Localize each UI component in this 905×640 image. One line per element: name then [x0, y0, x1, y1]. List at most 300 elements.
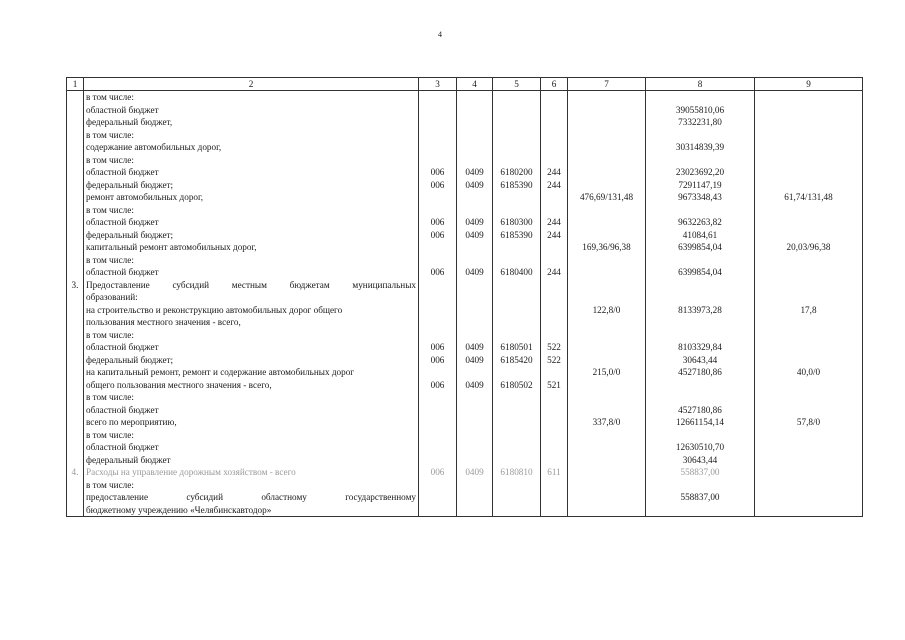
cell-target-article: 6180300 [493, 216, 541, 229]
cell-expense-type: 244 [541, 229, 568, 242]
cell-result [755, 441, 863, 454]
table-row [67, 91, 863, 104]
cell-section-code [457, 366, 493, 379]
table-row [67, 141, 863, 154]
cell-capacity [568, 179, 646, 192]
cell-expense-type: 244 [541, 266, 568, 279]
cell-row-number [67, 416, 84, 429]
cell-description: областной бюджет [84, 166, 419, 179]
cell-result [755, 229, 863, 242]
cell-target-article [493, 279, 541, 292]
cell-amount: 41084,61 [646, 229, 755, 242]
cell-description: областной бюджет [84, 404, 419, 417]
cell-section-code [457, 254, 493, 267]
cell-amount [646, 129, 755, 142]
cell-description: областной бюджет [84, 266, 419, 279]
cell-capacity: 169,36/96,38 [568, 241, 646, 254]
table-row [67, 429, 863, 442]
cell-expense-type: 522 [541, 341, 568, 354]
cell-row-number [67, 129, 84, 142]
cell-expense-type [541, 91, 568, 104]
cell-target-article [493, 404, 541, 417]
cell-section-code [457, 441, 493, 454]
cell-row-number [67, 216, 84, 229]
cell-amount: 6399854,04 [646, 266, 755, 279]
table-row [67, 179, 863, 192]
cell-capacity [568, 91, 646, 104]
table-row [67, 466, 863, 479]
header-col-5: 5 [493, 78, 541, 91]
cell-capacity [568, 441, 646, 454]
cell-ministry-code: 006 [419, 179, 457, 192]
cell-amount [646, 429, 755, 442]
cell-target-article: 6185420 [493, 354, 541, 367]
cell-target-article [493, 329, 541, 342]
cell-result [755, 91, 863, 104]
cell-description: областной бюджет [84, 441, 419, 454]
cell-description: Расходы на управление дорожным хозяйством - всего [84, 466, 419, 479]
cell-expense-type [541, 416, 568, 429]
cell-target-article [493, 204, 541, 217]
table-row [67, 104, 863, 117]
cell-amount: 12661154,14 [646, 416, 755, 429]
cell-capacity [568, 279, 646, 292]
cell-ministry-code [419, 91, 457, 104]
cell-target-article [493, 429, 541, 442]
cell-expense-type [541, 254, 568, 267]
cell-capacity: 337,8/0 [568, 416, 646, 429]
cell-row-number [67, 166, 84, 179]
cell-target-article [493, 504, 541, 517]
cell-result: 57,8/0 [755, 416, 863, 429]
cell-ministry-code [419, 116, 457, 129]
table-row [67, 341, 863, 354]
table-row [67, 366, 863, 379]
cell-expense-type [541, 504, 568, 517]
cell-ministry-code [419, 254, 457, 267]
cell-target-article: 6180501 [493, 341, 541, 354]
cell-amount: 30643,44 [646, 454, 755, 467]
cell-description: в том числе: [84, 429, 419, 442]
cell-expense-type: 611 [541, 466, 568, 479]
cell-description: всего по мероприятию, [84, 416, 419, 429]
cell-target-article [493, 116, 541, 129]
cell-row-number [67, 241, 84, 254]
cell-target-article [493, 416, 541, 429]
cell-capacity [568, 341, 646, 354]
cell-expense-type [541, 129, 568, 142]
cell-row-number [67, 504, 84, 517]
cell-result: 17,8 [755, 304, 863, 317]
cell-target-article [493, 491, 541, 504]
page-number: 4 [438, 30, 442, 39]
table-row [67, 416, 863, 429]
cell-result [755, 266, 863, 279]
cell-capacity [568, 254, 646, 267]
table-row [67, 291, 863, 304]
cell-ministry-code [419, 141, 457, 154]
cell-description: федеральный бюджет [84, 454, 419, 467]
cell-target-article [493, 91, 541, 104]
cell-expense-type [541, 154, 568, 167]
cell-target-article: 6185390 [493, 179, 541, 192]
cell-amount: 4527180,86 [646, 366, 755, 379]
cell-ministry-code [419, 279, 457, 292]
cell-target-article [493, 479, 541, 492]
cell-description: областной бюджет [84, 341, 419, 354]
cell-amount [646, 254, 755, 267]
cell-ministry-code [419, 241, 457, 254]
cell-target-article [493, 129, 541, 142]
table-row [67, 404, 863, 417]
cell-ministry-code [419, 479, 457, 492]
budget-table [66, 77, 863, 517]
cell-ministry-code [419, 416, 457, 429]
cell-capacity [568, 429, 646, 442]
cell-result [755, 454, 863, 467]
cell-amount: 39055810,06 [646, 104, 755, 117]
cell-ministry-code [419, 454, 457, 467]
cell-description: Предоставление субсидий местным бюджетам муниципальных [84, 279, 419, 292]
cell-section-code: 0409 [457, 379, 493, 392]
cell-result [755, 116, 863, 129]
cell-amount [646, 316, 755, 329]
cell-expense-type [541, 391, 568, 404]
cell-expense-type: 244 [541, 179, 568, 192]
cell-row-number [67, 179, 84, 192]
budget-table-container [66, 77, 862, 517]
cell-target-article [493, 241, 541, 254]
cell-row-number [67, 366, 84, 379]
cell-capacity: 215,0/0 [568, 366, 646, 379]
cell-capacity [568, 116, 646, 129]
cell-row-number [67, 116, 84, 129]
cell-target-article [493, 454, 541, 467]
cell-section-code [457, 316, 493, 329]
header-col-7: 7 [568, 78, 646, 91]
cell-amount [646, 204, 755, 217]
cell-result [755, 404, 863, 417]
cell-section-code [457, 404, 493, 417]
cell-description: ремонт автомобильных дорог, [84, 191, 419, 204]
cell-capacity [568, 104, 646, 117]
cell-description: предоставление субсидий областному государственному [84, 491, 419, 504]
cell-row-number [67, 204, 84, 217]
table-row [67, 391, 863, 404]
cell-result [755, 341, 863, 354]
cell-target-article [493, 254, 541, 267]
cell-target-article: 6180502 [493, 379, 541, 392]
cell-amount: 8103329,84 [646, 341, 755, 354]
cell-ministry-code: 006 [419, 266, 457, 279]
cell-description: в том числе: [84, 129, 419, 142]
cell-target-article [493, 104, 541, 117]
cell-ministry-code [419, 304, 457, 317]
cell-description: федеральный бюджет; [84, 354, 419, 367]
cell-expense-type [541, 191, 568, 204]
cell-result [755, 329, 863, 342]
cell-amount [646, 504, 755, 517]
cell-section-code [457, 116, 493, 129]
cell-section-code [457, 329, 493, 342]
cell-result [755, 379, 863, 392]
cell-ministry-code [419, 129, 457, 142]
cell-amount [646, 279, 755, 292]
cell-description: областной бюджет [84, 104, 419, 117]
header-col-1: 1 [67, 78, 84, 91]
table-row [67, 229, 863, 242]
cell-description: в том числе: [84, 154, 419, 167]
cell-result [755, 391, 863, 404]
cell-expense-type [541, 204, 568, 217]
cell-result [755, 166, 863, 179]
table-row [67, 329, 863, 342]
cell-amount [646, 379, 755, 392]
cell-section-code [457, 104, 493, 117]
cell-row-number [67, 141, 84, 154]
cell-section-code: 0409 [457, 166, 493, 179]
table-row [67, 129, 863, 142]
cell-amount [646, 329, 755, 342]
cell-capacity [568, 129, 646, 142]
cell-target-article [493, 141, 541, 154]
cell-section-code [457, 241, 493, 254]
cell-expense-type [541, 141, 568, 154]
cell-description: областной бюджет [84, 216, 419, 229]
cell-row-number [67, 354, 84, 367]
header-col-4: 4 [457, 78, 493, 91]
cell-capacity [568, 329, 646, 342]
cell-result [755, 104, 863, 117]
cell-ministry-code [419, 191, 457, 204]
cell-expense-type [541, 329, 568, 342]
cell-target-article: 6180200 [493, 166, 541, 179]
cell-ministry-code [419, 104, 457, 117]
cell-ministry-code [419, 504, 457, 517]
table-row [67, 191, 863, 204]
cell-expense-type [541, 479, 568, 492]
cell-ministry-code [419, 491, 457, 504]
cell-target-article [493, 316, 541, 329]
cell-row-number: 3. [67, 279, 84, 292]
cell-ministry-code: 006 [419, 379, 457, 392]
cell-section-code [457, 91, 493, 104]
cell-ministry-code [419, 441, 457, 454]
cell-section-code [457, 204, 493, 217]
cell-section-code [457, 304, 493, 317]
cell-row-number [67, 491, 84, 504]
cell-row-number: 4. [67, 466, 84, 479]
cell-row-number [67, 441, 84, 454]
cell-capacity [568, 266, 646, 279]
cell-result: 40,0/0 [755, 366, 863, 379]
cell-ministry-code [419, 429, 457, 442]
table-row [67, 454, 863, 467]
cell-section-code [457, 129, 493, 142]
cell-result [755, 466, 863, 479]
cell-result [755, 204, 863, 217]
cell-expense-type [541, 316, 568, 329]
cell-capacity [568, 216, 646, 229]
cell-ministry-code [419, 404, 457, 417]
cell-description: в том числе: [84, 91, 419, 104]
table-row [67, 116, 863, 129]
cell-capacity [568, 291, 646, 304]
cell-section-code [457, 504, 493, 517]
cell-result [755, 429, 863, 442]
header-col-8: 8 [646, 78, 755, 91]
cell-ministry-code: 006 [419, 354, 457, 367]
header-col-6: 6 [541, 78, 568, 91]
cell-row-number [67, 454, 84, 467]
cell-row-number [67, 341, 84, 354]
cell-capacity: 476,69/131,48 [568, 191, 646, 204]
cell-section-code [457, 416, 493, 429]
cell-expense-type [541, 279, 568, 292]
cell-target-article [493, 304, 541, 317]
table-row [67, 279, 863, 292]
table-row [67, 254, 863, 267]
cell-row-number [67, 404, 84, 417]
cell-capacity [568, 479, 646, 492]
cell-target-article [493, 441, 541, 454]
cell-amount: 6399854,04 [646, 241, 755, 254]
cell-result [755, 291, 863, 304]
cell-result [755, 154, 863, 167]
cell-row-number [67, 329, 84, 342]
cell-capacity [568, 154, 646, 167]
cell-section-code [457, 279, 493, 292]
cell-ministry-code: 006 [419, 216, 457, 229]
cell-amount: 12630510,70 [646, 441, 755, 454]
cell-capacity [568, 466, 646, 479]
cell-capacity [568, 491, 646, 504]
cell-expense-type [541, 491, 568, 504]
cell-target-article: 6185390 [493, 229, 541, 242]
cell-result [755, 179, 863, 192]
cell-description: бюджетному учреждению «Челябинскавтодор» [84, 504, 419, 517]
cell-section-code [457, 154, 493, 167]
cell-ministry-code: 006 [419, 166, 457, 179]
cell-amount: 7332231,80 [646, 116, 755, 129]
cell-row-number [67, 316, 84, 329]
cell-result [755, 141, 863, 154]
cell-target-article [493, 291, 541, 304]
cell-expense-type [541, 429, 568, 442]
table-row [67, 379, 863, 392]
cell-ministry-code [419, 154, 457, 167]
cell-capacity [568, 204, 646, 217]
table-row [67, 479, 863, 492]
cell-row-number [67, 154, 84, 167]
cell-row-number [67, 266, 84, 279]
cell-capacity [568, 316, 646, 329]
cell-amount: 9632263,82 [646, 216, 755, 229]
cell-capacity [568, 229, 646, 242]
cell-target-article [493, 391, 541, 404]
cell-target-article [493, 191, 541, 204]
cell-row-number [67, 191, 84, 204]
cell-row-number [67, 254, 84, 267]
cell-amount: 4527180,86 [646, 404, 755, 417]
cell-expense-type [541, 441, 568, 454]
cell-section-code: 0409 [457, 354, 493, 367]
cell-amount: 30643,44 [646, 354, 755, 367]
cell-row-number [67, 391, 84, 404]
cell-ministry-code [419, 329, 457, 342]
cell-description: федеральный бюджет; [84, 179, 419, 192]
cell-expense-type [541, 404, 568, 417]
cell-result [755, 354, 863, 367]
cell-amount [646, 479, 755, 492]
table-row [67, 316, 863, 329]
cell-capacity [568, 354, 646, 367]
cell-expense-type: 521 [541, 379, 568, 392]
cell-expense-type: 522 [541, 354, 568, 367]
cell-ministry-code: 006 [419, 341, 457, 354]
cell-description: федеральный бюджет, [84, 116, 419, 129]
cell-section-code: 0409 [457, 216, 493, 229]
cell-capacity [568, 504, 646, 517]
cell-result [755, 316, 863, 329]
header-col-2: 2 [84, 78, 419, 91]
cell-amount: 30314839,39 [646, 141, 755, 154]
cell-capacity [568, 391, 646, 404]
cell-amount: 23023692,20 [646, 166, 755, 179]
cell-section-code [457, 491, 493, 504]
cell-ministry-code: 006 [419, 229, 457, 242]
cell-row-number [67, 479, 84, 492]
cell-amount: 7291147,19 [646, 179, 755, 192]
cell-description: в том числе: [84, 391, 419, 404]
cell-row-number [67, 304, 84, 317]
table-row [67, 216, 863, 229]
cell-result [755, 254, 863, 267]
cell-section-code [457, 291, 493, 304]
cell-capacity [568, 141, 646, 154]
cell-section-code: 0409 [457, 229, 493, 242]
cell-section-code [457, 141, 493, 154]
table-row [67, 154, 863, 167]
cell-description: в том числе: [84, 254, 419, 267]
table-row [67, 166, 863, 179]
cell-amount: 8133973,28 [646, 304, 755, 317]
cell-description: на строительство и реконструкцию автомобильных дорог общего [84, 304, 419, 317]
cell-section-code [457, 391, 493, 404]
cell-target-article [493, 366, 541, 379]
cell-section-code [457, 191, 493, 204]
cell-result [755, 504, 863, 517]
cell-section-code [457, 479, 493, 492]
table-row [67, 204, 863, 217]
header-col-9: 9 [755, 78, 863, 91]
cell-result [755, 216, 863, 229]
cell-amount: 9673348,43 [646, 191, 755, 204]
cell-description: общего пользования местного значения - всего, [84, 379, 419, 392]
cell-section-code [457, 454, 493, 467]
cell-section-code [457, 429, 493, 442]
cell-amount [646, 154, 755, 167]
cell-result [755, 129, 863, 142]
cell-expense-type [541, 366, 568, 379]
cell-expense-type [541, 454, 568, 467]
cell-ministry-code [419, 204, 457, 217]
cell-target-article: 6180400 [493, 266, 541, 279]
cell-result [755, 491, 863, 504]
cell-row-number [67, 229, 84, 242]
cell-expense-type: 244 [541, 216, 568, 229]
header-col-3: 3 [419, 78, 457, 91]
